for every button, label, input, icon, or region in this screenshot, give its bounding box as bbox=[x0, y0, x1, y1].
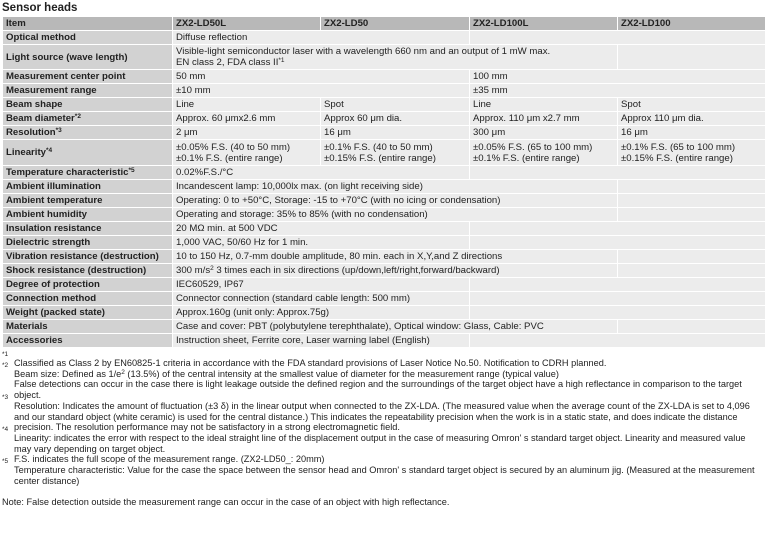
empty-cell bbox=[618, 264, 766, 278]
light-source-class: EN class 2, FDA class II bbox=[176, 57, 279, 68]
row-value: 0.02%F.S./°C bbox=[173, 166, 470, 180]
row-label bbox=[3, 140, 173, 166]
linearity-line2: ±0.15% F.S. (entire range) bbox=[324, 152, 436, 164]
header-model: ZX2-LD100L bbox=[470, 17, 618, 31]
table-row bbox=[3, 194, 766, 208]
linearity-line1: ±0.1% F.S. (65 to 100 mm) bbox=[621, 141, 736, 153]
row-label: Measurement center point bbox=[3, 70, 173, 84]
shock-value-rest: 3 times each in six directions (up/down,left/right,forward/backward) bbox=[213, 265, 500, 276]
linearity-line1: ±0.05% F.S. (40 to 50 mm) bbox=[176, 141, 291, 153]
row-value: Instruction sheet, Ferrite core, Laser warning label (English) bbox=[173, 334, 470, 348]
table-row bbox=[3, 320, 766, 334]
row-label: Insulation resistance bbox=[3, 222, 173, 236]
header-row bbox=[3, 17, 766, 31]
empty-cell bbox=[618, 320, 766, 334]
row-label: Connection method bbox=[3, 292, 173, 306]
table-row bbox=[3, 292, 766, 306]
row-value: Incandescent lamp: 10,000lx max. (on light receiving side) bbox=[173, 180, 618, 194]
row-label: Vibration resistance (destruction) bbox=[3, 250, 173, 264]
footnote-mark: *5 bbox=[2, 458, 9, 466]
empty-cell bbox=[470, 306, 766, 320]
row-value: Connector connection (standard cable length: 500 mm) bbox=[173, 292, 470, 306]
row-value: Operating and storage: 35% to 85% (with no condensation) bbox=[173, 208, 618, 222]
table-row bbox=[3, 166, 766, 180]
row-label-text: Linearity bbox=[6, 147, 46, 158]
row-label-text: Temperature characteristic bbox=[6, 167, 129, 178]
footnote-mark: *4 bbox=[2, 425, 9, 433]
empty-cell bbox=[470, 334, 766, 348]
footnote bbox=[2, 351, 763, 369]
footnote-text bbox=[14, 369, 763, 380]
row-value: Line bbox=[173, 98, 321, 112]
empty-cell bbox=[470, 222, 766, 236]
linearity-line1: ±0.1% F.S. (40 to 50 mm) bbox=[324, 141, 433, 153]
linearity-line2: ±0.1% F.S. (entire range) bbox=[473, 152, 580, 164]
footnote-mark: *2 bbox=[2, 361, 9, 369]
footnotes bbox=[2, 351, 763, 486]
spec-table bbox=[2, 16, 766, 348]
footnote-mark: *3 bbox=[55, 127, 62, 134]
footnote-text-part: Beam size: Defined as 1/e bbox=[14, 368, 122, 379]
empty-cell bbox=[618, 45, 766, 70]
empty-cell bbox=[470, 292, 766, 306]
footnote-mark: *4 bbox=[46, 147, 53, 154]
empty-cell bbox=[618, 194, 766, 208]
row-value: ±10 mm bbox=[173, 84, 470, 98]
empty-cell bbox=[470, 278, 766, 292]
row-value bbox=[173, 45, 618, 70]
row-value: 10 to 150 Hz, 0.7-mm double amplitude, 80 min. each in X,Y,and Z directions bbox=[173, 250, 618, 264]
row-value: Case and cover: PBT (polybutylene terephthalate), Optical window: Glass, Cable: PVC bbox=[173, 320, 618, 334]
table-row bbox=[3, 264, 766, 278]
footnote-mark: *3 bbox=[2, 393, 9, 401]
empty-cell bbox=[618, 180, 766, 194]
row-value: IEC60529, IP67 bbox=[173, 278, 470, 292]
header-model: ZX2-LD50 bbox=[321, 17, 470, 31]
footnote-text: Resolution: Indicates the amount of fluctuation (±3 δ) in the linear output when connected to the ZX-LDA. (The measured value when the average count of the ZX-LDA is set to 4,096 and our standard object (white ceramic) is used for the central distance.) This indicates the repeatability precision when the work is in a static state, and does indicate the distance precision. The resolution performance may not be satisfactory in a strong electromagnetic field. bbox=[14, 400, 750, 433]
row-value bbox=[321, 140, 470, 166]
footnote-text: Linearity: indicates the error with respect to the ideal straight line of the displacement output in the case of measuring Omron' s standard target object. Linearity and measured value may vary depending on target object. bbox=[14, 432, 746, 454]
row-value: Operating: 0 to +50°C, Storage: -15 to +70°C (with no icing or condensation) bbox=[173, 194, 618, 208]
table-row bbox=[3, 70, 766, 84]
linearity-line1: ±0.05% F.S. (65 to 100 mm) bbox=[473, 141, 593, 153]
row-value: Line bbox=[470, 98, 618, 112]
row-label bbox=[3, 166, 173, 180]
row-label: Beam shape bbox=[3, 98, 173, 112]
row-value: 2 μm bbox=[173, 126, 321, 140]
footnote-mark: *5 bbox=[128, 167, 135, 174]
shock-value: 300 m/s bbox=[176, 265, 211, 276]
row-value: Approx. 110 μm x2.7 mm bbox=[470, 112, 618, 126]
table-row bbox=[3, 334, 766, 348]
light-source-line1: Visible-light semiconductor laser with a wavelength 660 nm and an output of 1 mW max. bbox=[176, 46, 551, 57]
row-value bbox=[173, 140, 321, 166]
footnote-text: False detections can occur in the case there is light leakage outside the defined region and the surroundings of the target object have a high reflectance in comparison to the target object. bbox=[14, 379, 742, 401]
table-row bbox=[3, 98, 766, 112]
table-row bbox=[3, 278, 766, 292]
row-label: Dielectric strength bbox=[3, 236, 173, 250]
table-row bbox=[3, 180, 766, 194]
final-note: Note: False detection outside the measurement range can occur in the case of an object with high reflectance. bbox=[2, 497, 450, 508]
row-value: Approx 60 μm dia. bbox=[321, 112, 470, 126]
row-label-text: Resolution bbox=[6, 127, 56, 138]
row-value: 300 μm bbox=[470, 126, 618, 140]
table-row bbox=[3, 84, 766, 98]
row-value: Diffuse reflection bbox=[173, 31, 470, 45]
row-value bbox=[618, 140, 766, 166]
empty-cell bbox=[470, 31, 766, 45]
unit-exponent: 2 bbox=[210, 265, 214, 272]
row-value: 50 mm bbox=[173, 70, 470, 84]
row-value: Approx. 60 μmx2.6 mm bbox=[173, 112, 321, 126]
table-row bbox=[3, 236, 766, 250]
row-value: 1,000 VAC, 50/60 Hz for 1 min. bbox=[173, 236, 470, 250]
table-row bbox=[3, 31, 766, 45]
row-label: Degree of protection bbox=[3, 278, 173, 292]
section-title: Sensor heads bbox=[2, 2, 78, 14]
row-value: 16 μm bbox=[321, 126, 470, 140]
row-value: Spot bbox=[321, 98, 470, 112]
row-value bbox=[173, 264, 618, 278]
table-row bbox=[3, 250, 766, 264]
row-value: 100 mm bbox=[470, 70, 766, 84]
table-row bbox=[3, 45, 766, 70]
header-item: Item bbox=[3, 17, 173, 31]
table-row bbox=[3, 140, 766, 166]
row-value: ±35 mm bbox=[470, 84, 766, 98]
empty-cell bbox=[470, 166, 766, 180]
row-label bbox=[3, 112, 173, 126]
footnote-mark: *1 bbox=[2, 351, 9, 358]
row-label: Shock resistance (destruction) bbox=[3, 264, 173, 278]
row-value: Approx 110 μm dia. bbox=[618, 112, 766, 126]
footnote-text: Classified as Class 2 by EN60825-1 criteria in accordance with the FDA standard provisions of Laser Notice No.50. Notification to CDRH planned. bbox=[14, 358, 607, 368]
footnote-text-part: (13.5%) of the central intensity at the smallest value of diameter for the measurement range (typical value) bbox=[124, 368, 559, 379]
row-value: Approx.160g (unit only: Approx.75g) bbox=[173, 306, 470, 320]
row-value: Spot bbox=[618, 98, 766, 112]
empty-cell bbox=[470, 236, 766, 250]
row-value: 20 MΩ min. at 500 VDC bbox=[173, 222, 470, 236]
header-model: ZX2-LD100 bbox=[618, 17, 766, 31]
table-row bbox=[3, 112, 766, 126]
footnote-text: F.S. indicates the full scope of the measurement range. (ZX2-LD50_: 20mm) bbox=[14, 454, 325, 465]
row-label: Light source (wave length) bbox=[3, 45, 173, 70]
footnote-mark: *2 bbox=[74, 113, 81, 120]
light-source-line2 bbox=[176, 57, 614, 68]
row-label: Optical method bbox=[3, 31, 173, 45]
row-label: Accessories bbox=[3, 334, 173, 348]
footnote-mark: *1 bbox=[278, 57, 285, 64]
row-label: Materials bbox=[3, 320, 173, 334]
empty-cell bbox=[618, 250, 766, 264]
row-label: Ambient humidity bbox=[3, 208, 173, 222]
row-value bbox=[470, 140, 618, 166]
table-row bbox=[3, 208, 766, 222]
row-label: Measurement range bbox=[3, 84, 173, 98]
row-label-text: Beam diameter bbox=[6, 113, 75, 124]
exponent: 2 bbox=[121, 368, 125, 376]
linearity-line2: ±0.15% F.S. (entire range) bbox=[621, 152, 733, 164]
table-row bbox=[3, 222, 766, 236]
row-label: Weight (packed state) bbox=[3, 306, 173, 320]
row-label bbox=[3, 126, 173, 140]
table-row bbox=[3, 126, 766, 140]
row-label: Ambient illumination bbox=[3, 180, 173, 194]
footnote bbox=[2, 393, 763, 433]
linearity-line2: ±0.1% F.S. (entire range) bbox=[176, 152, 283, 164]
empty-cell bbox=[618, 208, 766, 222]
footnote-text: Temperature characteristic: Value for the case the space between the sensor head and Omron' s standard target object is secured by an aluminum jig. (Measured at the measurement center distance) bbox=[14, 465, 755, 486]
row-label: Ambient temperature bbox=[3, 194, 173, 208]
row-value: 16 μm bbox=[618, 126, 766, 140]
footnote bbox=[2, 425, 763, 465]
table-row bbox=[3, 306, 766, 320]
header-model: ZX2-LD50L bbox=[173, 17, 321, 31]
